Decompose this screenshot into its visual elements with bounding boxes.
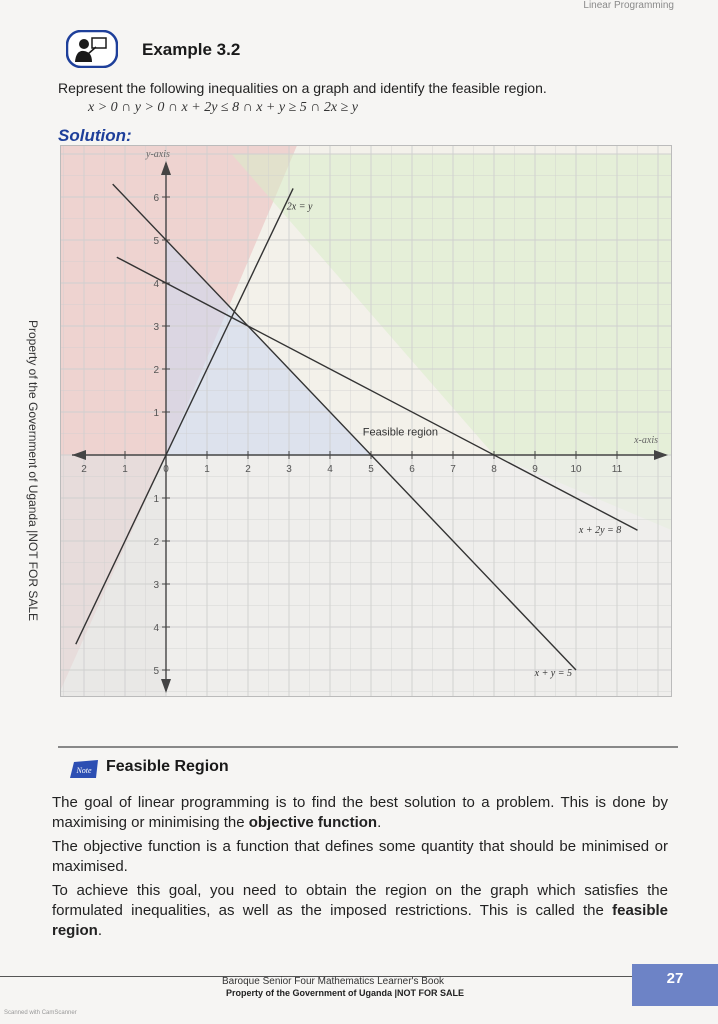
x-axis-label: x-axis bbox=[634, 435, 658, 446]
series-label: x + y = 5 bbox=[534, 668, 572, 679]
note-icon bbox=[68, 758, 100, 780]
x-tick-label: 1 bbox=[204, 464, 210, 475]
feasible-region-label: Feasible region bbox=[362, 426, 439, 439]
shade-region-below bbox=[166, 455, 672, 697]
side-watermark-text: Property of the Government of Uganda |NOT FOR SALE bbox=[26, 320, 40, 622]
series-label: 2x = y bbox=[286, 201, 313, 213]
teacher-board-icon bbox=[66, 30, 118, 68]
x-tick-label: 11 bbox=[611, 464, 623, 475]
note-title: Feasible Region bbox=[106, 758, 229, 775]
y-tick-label: 4 bbox=[153, 279, 159, 290]
footer-book-title: Baroque Senior Four Mathematics Learner's Book bbox=[222, 976, 445, 987]
y-tick-label: 1 bbox=[153, 408, 159, 419]
y-tick-label: 6 bbox=[153, 193, 159, 204]
series-label: x + 2y = 8 bbox=[578, 525, 622, 537]
note-icon-text: Note bbox=[76, 766, 92, 775]
x-tick-label: 3 bbox=[286, 464, 292, 475]
y-tick-label: 2 bbox=[153, 537, 159, 548]
x-tick-label: 2 bbox=[245, 464, 251, 475]
x-tick-label: 0 bbox=[163, 464, 169, 475]
scan-mark: Scanned with CamScanner bbox=[4, 1010, 77, 1016]
example-title: Example 3.2 bbox=[142, 40, 241, 59]
x-tick-label: 2 bbox=[81, 464, 87, 475]
x-tick-label: 5 bbox=[368, 464, 374, 475]
note-body bbox=[52, 793, 668, 945]
footer-property: Property of the Government of Uganda |NOT FOR SALE bbox=[226, 988, 465, 998]
y-tick-label: 3 bbox=[153, 322, 159, 333]
y-axis-label: y-axis bbox=[146, 149, 170, 160]
x-tick-label: 10 bbox=[570, 464, 582, 475]
x-tick-label: 1 bbox=[122, 464, 128, 475]
y-tick-label: 5 bbox=[153, 666, 159, 677]
y-tick-label: 1 bbox=[153, 494, 159, 505]
inequalities: x > 0 ∩ y > 0 ∩ x + 2y ≤ 8 ∩ x + y ≥ 5 ∩ 2x ≥ y bbox=[88, 100, 358, 115]
note-paragraph-3: To achieve this goal, you need to obtain the region on the graph which satisfies the formulated inequalities, as well as the imposed restrictions. This is called the feasible region. bbox=[52, 882, 668, 939]
y-tick-label: 2 bbox=[153, 365, 159, 376]
y-tick-label: 3 bbox=[153, 580, 159, 591]
note-paragraph-1: The goal of linear programming is to find the best solution to a problem. This is done by maximising or minimising the objective function. bbox=[52, 794, 668, 831]
x-tick-label: 8 bbox=[491, 464, 497, 475]
x-tick-label: 6 bbox=[409, 464, 415, 475]
y-tick-label: 5 bbox=[153, 236, 159, 247]
page-number: 27 bbox=[632, 964, 718, 1006]
x-tick-label: 7 bbox=[450, 464, 456, 475]
shade-region-left bbox=[60, 455, 166, 697]
solution-label: Solution: bbox=[58, 126, 132, 145]
problem-statement: Represent the following inequalities on a graph and identify the feasible region. bbox=[58, 80, 547, 96]
running-head: Linear Programming bbox=[583, 0, 674, 11]
note-divider bbox=[58, 746, 678, 748]
x-tick-label: 9 bbox=[532, 464, 538, 475]
y-tick-label: 4 bbox=[153, 623, 159, 634]
x-tick-label: 4 bbox=[327, 464, 333, 475]
inequalities-graph bbox=[60, 145, 672, 697]
note-paragraph-2: The objective function is a function that defines some quantity that should be minimised or maximised. bbox=[52, 838, 668, 875]
